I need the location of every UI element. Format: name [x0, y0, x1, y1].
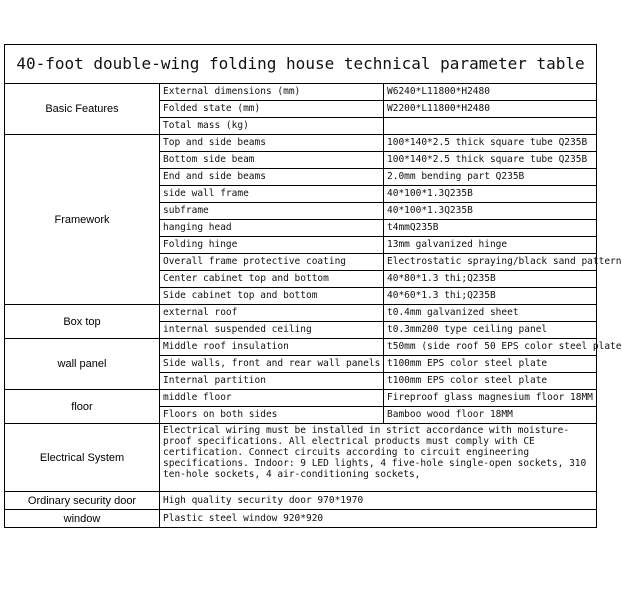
parameter-value-cell: t0.3mm200 type ceiling panel	[384, 322, 597, 339]
parameter-value-cell: 100*140*2.5 thick square tube Q235B	[384, 135, 597, 152]
parameter-value-cell: t50mm (side roof 50 EPS color steel plate	[384, 339, 597, 356]
category-cell: Framework	[5, 135, 160, 305]
table-title: 40-foot double-wing folding house technical parameter table	[5, 45, 597, 84]
parameter-name-cell: Overall frame protective coating	[160, 254, 384, 271]
security-door-row	[5, 492, 597, 510]
category-cell: Ordinary security door	[5, 492, 160, 510]
parameter-name-cell: Top and side beams	[160, 135, 384, 152]
category-cell: Box top	[5, 305, 160, 339]
parameter-value-cell	[384, 118, 597, 135]
parameter-name-cell: subframe	[160, 203, 384, 220]
parameter-name-cell: hanging head	[160, 220, 384, 237]
table-row	[5, 135, 597, 152]
table-row	[5, 305, 597, 322]
electrical-row	[5, 424, 597, 492]
parameter-value-cell: Electrostatic spraying/black sand pattern	[384, 254, 597, 271]
parameter-name-cell: Folding hinge	[160, 237, 384, 254]
table-row	[5, 390, 597, 407]
parameter-value-cell: Bamboo wood floor 18MM	[384, 407, 597, 424]
parameter-value-cell: 40*80*1.3 thi;Q235B	[384, 271, 597, 288]
parameter-sheet	[4, 44, 622, 528]
parameter-name-cell: Side cabinet top and bottom	[160, 288, 384, 305]
parameter-name-cell: Floors on both sides	[160, 407, 384, 424]
category-cell: Basic Features	[5, 84, 160, 135]
parameter-value-cell: 40*60*1.3 thi;Q235B	[384, 288, 597, 305]
parameter-name-cell: Center cabinet top and bottom	[160, 271, 384, 288]
parameter-name-cell: external roof	[160, 305, 384, 322]
parameter-value-cell: t4mmQ235B	[384, 220, 597, 237]
category-cell: window	[5, 510, 160, 528]
parameter-value-cell: 2.0mm bending part Q235B	[384, 169, 597, 186]
parameter-table	[4, 44, 622, 528]
parameter-name-cell: External dimensions (mm)	[160, 84, 384, 101]
parameter-name-cell: Folded state (mm)	[160, 101, 384, 118]
window-value: Plastic steel window 920*920	[160, 510, 597, 528]
electrical-spec-cell: Electrical wiring must be installed in strict accordance with moisture-proof specifications. All electrical products must comply with CE certification. Connect circuits according to circuit engineering specifications. Indoor: 9 LED lights, 4 five-hole single-open sockets, 310 ten-hole sockets, 4 air-conditioning sockets,	[160, 424, 597, 492]
table-row	[5, 84, 597, 101]
parameter-value-cell: t100mm EPS color steel plate	[384, 373, 597, 390]
parameter-name-cell: Bottom side beam	[160, 152, 384, 169]
parameter-value-cell: 13mm galvanized hinge	[384, 237, 597, 254]
category-cell: floor	[5, 390, 160, 424]
parameter-value-cell: 40*100*1.3Q235B	[384, 186, 597, 203]
parameter-value-cell: 100*140*2.5 thick square tube Q235B	[384, 152, 597, 169]
parameter-name-cell: Side walls, front and rear wall panels	[160, 356, 384, 373]
title-row	[5, 45, 597, 84]
parameter-name-cell: End and side beams	[160, 169, 384, 186]
parameter-name-cell: side wall frame	[160, 186, 384, 203]
parameter-name-cell: Internal partition	[160, 373, 384, 390]
parameter-name-cell: middle floor	[160, 390, 384, 407]
parameter-value-cell: W2200*L11800*H2480	[384, 101, 597, 118]
parameter-value-cell: t0.4mm galvanized sheet	[384, 305, 597, 322]
table-row	[5, 339, 597, 356]
category-cell: wall panel	[5, 339, 160, 390]
category-cell: Electrical System	[5, 424, 160, 492]
parameter-value-cell: 40*100*1.3Q235B	[384, 203, 597, 220]
parameter-value-cell: W6240*L11800*H2480	[384, 84, 597, 101]
parameter-name-cell: Middle roof insulation	[160, 339, 384, 356]
parameter-value-cell: Fireproof glass magnesium floor 18MM	[384, 390, 597, 407]
parameter-value-cell: t100mm EPS color steel plate	[384, 356, 597, 373]
parameter-name-cell: internal suspended ceiling	[160, 322, 384, 339]
parameter-name-cell: Total mass (kg)	[160, 118, 384, 135]
security-door-value: High quality security door 970*1970	[160, 492, 597, 510]
window-row	[5, 510, 597, 528]
